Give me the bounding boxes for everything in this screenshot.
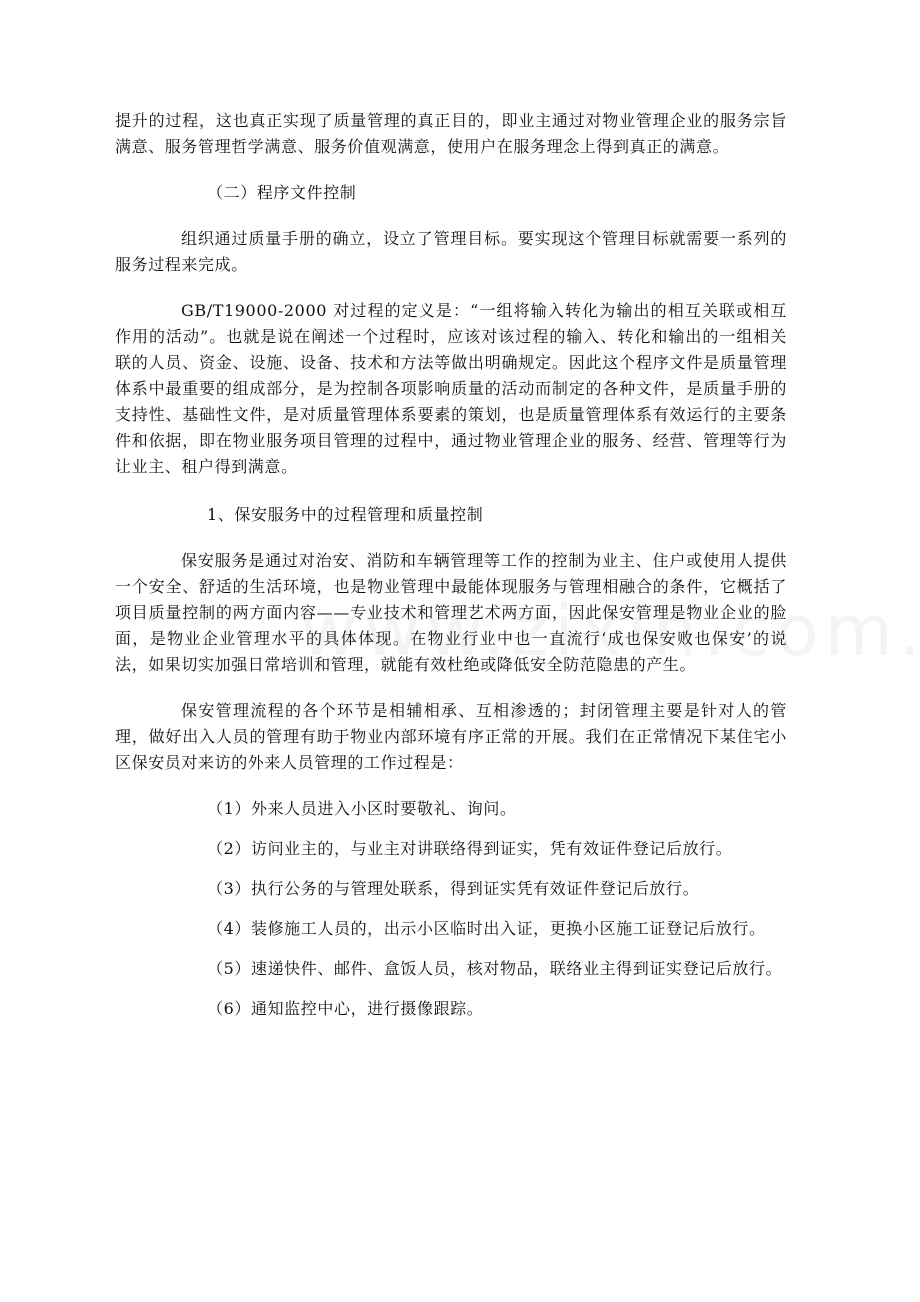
list-item: （2）访问业主的，与业主对讲联络得到证实，凭有效证件登记后放行。 xyxy=(207,839,733,858)
list-item: （3）执行公务的与管理处联系，得到证实凭有效证件登记后放行。 xyxy=(207,879,700,898)
document-page xyxy=(115,108,787,1036)
paragraph-continuation: 提升的过程，这也真正实现了质量管理的真正目的，即业主通过对物业管理企业的服务宗旨满意、服务管理哲学满意、服务价值观满意，使用户在服务理念上得到真正的满意。 xyxy=(115,111,787,156)
list-item: （4）装修施工人员的，出示小区临时出入证，更换小区施工证登记后放行。 xyxy=(207,919,766,938)
paragraph: GB/T19000-2000 对过程的定义是：“一组将输入转化为输出的相互关联或相互作用的活动”。也就是说在阐述一个过程时，应该对该过程的输入、转化和输出的一组相关联的人员、资金、设施、设备、技术和方法等做出明确规定。因此这个程序文件是质量管理体系中最重要的组成部分，是为控制各项影响质量的活动而制定的各种文件，是质量手册的支持性、基础性文件，是对质量管理体系要素的策划，也是质量管理体系有效运行的主要条件和依据，即在物业服务项目管理的过程中，通过物业管理企业的服务、经营、管理等行为让业主、租户得到满意。 xyxy=(115,301,787,476)
paragraph: 组织通过质量手册的确立，设立了管理目标。要实现这个管理目标就需要一系列的服务过程来完成。 xyxy=(115,229,787,274)
paragraph: 保安服务是通过对治安、消防和车辆管理等工作的控制为业主、住户或使用人提供一个安全、舒适的生活环境，也是物业管理中最能体现服务与管理相融合的条件，它概括了项目质量控制的两方面内容——专业技术和管理艺术两方面，因此保安管理是物业企业的脸面，是物业企业管理水平的具体体现。在物业行业中也一直流行‘成也保安败也保安’的说法，如果切实加强日常培训和管理，就能有效杜绝或降低安全防范隐患的产生。 xyxy=(115,551,787,674)
list-item: （1）外来人员进入小区时要敬礼、询问。 xyxy=(207,799,517,818)
list-item: （5）速递快件、邮件、盒饭人员，核对物品，联络业主得到证实登记后放行。 xyxy=(207,959,783,978)
subsection-heading: 1、保安服务中的过程管理和质量控制 xyxy=(207,505,484,524)
paragraph: 保安管理流程的各个环节是相辅相承、互相渗透的；封闭管理主要是针对人的管理，做好出入人员的管理有助于物业内部环境有序正常的开展。我们在正常情况下某住宅小区保安员对来访的外来人员管理的工作过程是： xyxy=(115,701,787,772)
section-heading: （二）程序文件控制 xyxy=(207,183,357,202)
list-item: （6）通知监控中心，进行摄像跟踪。 xyxy=(207,999,484,1018)
